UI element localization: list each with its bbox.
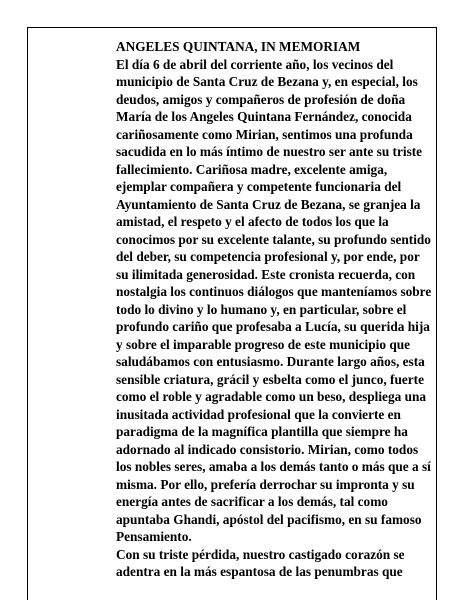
text-line: y sobre el imparable progreso de este municipio que xyxy=(116,336,411,352)
text-line: Con su triste pérdida, nuestro castigado corazón se xyxy=(116,546,405,562)
text-line: deudos, amigos y compañeros de profesión de doña xyxy=(116,91,406,107)
text-line: nostalgia los continuos diálogos que manteníamos sobre xyxy=(116,284,432,299)
text-line: profundo cariño que profesaba a Lucía, su querida hija xyxy=(116,319,430,334)
text-line: su ilimitada generosidad. Este cronista recuerda, con xyxy=(116,266,416,282)
article-title: ANGELES QUINTANA, IN MEMORIAM xyxy=(116,39,361,54)
text-line: cariñosamente como Mirian, sentimos una profunda xyxy=(116,126,413,142)
text-line: saludábamos con entusiasmo. Durante largo años, esta xyxy=(116,354,425,369)
text-line: municipio de Santa Cruz de Bezana y, en especial, los xyxy=(116,74,418,89)
article-body xyxy=(116,38,432,581)
text-line: paradigma de la magnífica plantilla que siempre ha xyxy=(116,424,408,439)
text-line: conocimos por su excelente talante, su profundo sentido xyxy=(116,231,431,247)
text-line: inusitada actividad profesional que la convierte en xyxy=(116,406,401,422)
text-line: ejemplar compañera y competente funcionaria del xyxy=(116,179,402,194)
text-line: Pensamiento. xyxy=(116,529,192,544)
text-line: energía antes de sacrificar a los demás, tal como xyxy=(116,494,388,509)
text-line: María de los Angeles Quintana Fernández, conocida xyxy=(116,109,412,124)
paragraph-1 xyxy=(116,56,432,546)
paragraph-2 xyxy=(116,546,405,581)
text-line: misma. Por ello, prefería derrochar su impronta y su xyxy=(116,476,415,492)
text-line: adentra en la más espantosa de las penumbras que xyxy=(116,564,403,579)
text-line: los nobles seres, amaba a los demás tanto o más que a sí xyxy=(116,459,431,474)
text-line: sensible criatura, grácil y esbelta como el junco, fuerte xyxy=(116,371,424,387)
text-line: apuntaba Ghandi, apóstol del pacifismo, en su famoso xyxy=(116,511,422,527)
text-line: todo lo divino y lo humano y, en particular, sobre el xyxy=(116,301,407,317)
text-line: adornado al indicado consistorio. Mirian, como todos xyxy=(116,441,419,457)
text-line: sacudida en lo más íntimo de nuestro ser ante su triste xyxy=(116,144,423,159)
text-line: El día 6 de abril del corriente año, los vecinos del xyxy=(116,56,394,72)
text-line: amistad, el respeto y el afecto de todos los que la xyxy=(116,214,389,229)
text-line: del deber, su competencia profesional y, por ende, por xyxy=(116,249,420,264)
text-line: fallecimiento. Cariñosa madre, excelente amiga, xyxy=(116,161,388,177)
text-line: Ayuntamiento de Santa Cruz de Bezana, se granjea la xyxy=(116,196,421,212)
text-line: como el roble y agradable como un beso, despliega una xyxy=(116,389,427,404)
